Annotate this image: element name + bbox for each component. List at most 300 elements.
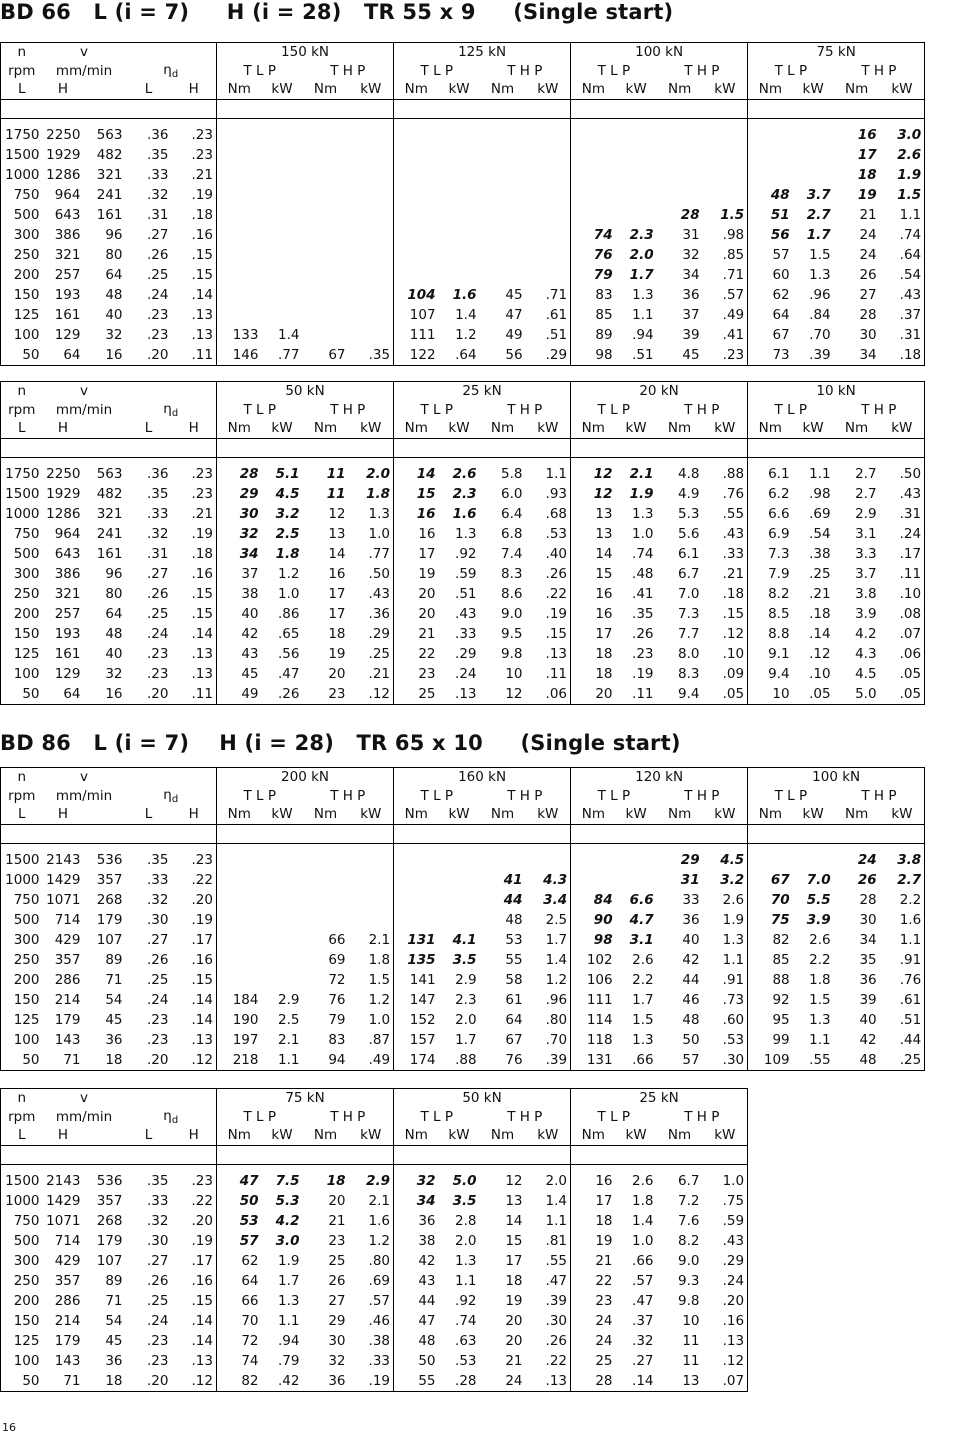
cell-eta-l: .32	[147, 891, 169, 908]
cell-value: .33	[368, 1352, 391, 1369]
cell-value: .25	[880, 1050, 925, 1071]
cell-value: .21	[809, 585, 831, 602]
cell-value: 25	[394, 684, 439, 705]
cell-value	[526, 225, 571, 245]
header-v: v	[43, 768, 126, 787]
cell-eta-h: .15	[191, 246, 213, 263]
header-unit: Nm	[480, 419, 526, 438]
cell-value: 109	[748, 1050, 793, 1071]
header-mm-min: mm/min	[55, 401, 113, 418]
cell-rpm: 150	[1, 1311, 43, 1331]
cell-value: .63	[455, 1332, 477, 1349]
cell-value: 13	[328, 525, 346, 542]
cell-value	[262, 910, 303, 930]
cell-value: .80	[368, 1252, 391, 1269]
cell-value: 10	[682, 1312, 700, 1329]
performance-table	[0, 42, 925, 366]
cell-value: 47	[505, 306, 523, 323]
cell-value	[616, 205, 657, 225]
cell-eta-l: .31	[147, 545, 169, 562]
cell-value: 107	[394, 305, 439, 325]
cell-value: .36	[368, 605, 391, 622]
cell-speed-l: 1286	[46, 505, 81, 522]
cell-value	[480, 850, 526, 870]
cell-value: 51	[748, 205, 793, 225]
cell-value: 57	[748, 245, 793, 265]
cell-value: 4.7	[629, 911, 654, 928]
cell-speed-l: 1071	[46, 891, 81, 908]
cell-speed-l: 214	[54, 1312, 81, 1329]
table-row	[1, 225, 925, 245]
cell-value: 46	[682, 991, 700, 1008]
cell-value: 30	[859, 911, 877, 928]
cell-value: 17	[394, 544, 439, 564]
cell-eta-h: .18	[191, 206, 213, 223]
header-efficiency	[126, 62, 217, 81]
cell-value: 147	[394, 990, 439, 1010]
cell-value: .81	[545, 1232, 568, 1249]
cell-value: 48	[748, 185, 793, 205]
table-row	[1, 1231, 748, 1251]
header-unit: Nm	[217, 1126, 262, 1145]
cell-eta-l: .27	[147, 1252, 169, 1269]
cell-value	[526, 245, 571, 265]
cell-speed-h: 563	[96, 126, 123, 143]
cell-value: 32	[328, 1352, 346, 1369]
header-unit: Nm	[657, 805, 703, 824]
cell-eta-l: .26	[147, 1272, 169, 1289]
cell-value: .51	[455, 585, 477, 602]
cell-value	[439, 245, 480, 265]
cell-eta-h: .17	[191, 931, 213, 948]
cell-value: 6.0	[501, 485, 523, 502]
cell-value	[262, 850, 303, 870]
load-header: 200 kN	[217, 768, 394, 787]
cell-value: .96	[809, 286, 831, 303]
header-n: n	[1, 768, 43, 787]
cell-value: 5.3	[678, 505, 700, 522]
header-unit: Nm	[394, 80, 439, 99]
header-unit: Nm	[748, 805, 793, 824]
cell-value	[349, 890, 394, 910]
cell-value: 1.1	[809, 1031, 831, 1048]
cell-value: .21	[722, 565, 745, 582]
cell-rpm: 500	[1, 1231, 43, 1251]
cell-value	[526, 265, 571, 285]
cell-value	[217, 870, 262, 890]
cell-value: 45	[505, 286, 523, 303]
header-unit: Nm	[834, 419, 880, 438]
cell-value: 18	[505, 1272, 523, 1289]
cell-value: 16	[328, 565, 346, 582]
cell-value	[217, 910, 262, 930]
cell-value: 1.6	[452, 505, 477, 522]
cell-value: 122	[394, 345, 439, 366]
cell-rpm: 50	[1, 684, 43, 705]
cell-value: 82	[217, 1371, 262, 1392]
cell-value: .26	[262, 684, 303, 705]
table-row	[1, 345, 925, 366]
cell-speed-h: 36	[105, 1352, 123, 1369]
cell-value	[793, 165, 834, 185]
header-unit: kW	[262, 80, 303, 99]
cell-eta-h: .19	[191, 911, 213, 928]
cell-value: .75	[703, 1191, 748, 1211]
header-tlp: T L P	[571, 62, 657, 81]
cell-value: .47	[545, 1272, 568, 1289]
cell-value: 218	[217, 1050, 262, 1071]
cell-value: 47	[217, 1171, 262, 1191]
cell-value: 2.2	[809, 951, 831, 968]
load-header: 160 kN	[394, 768, 571, 787]
cell-speed-h: 36	[105, 1031, 123, 1048]
cell-speed-l: 2250	[46, 126, 81, 143]
cell-value: 1.0	[368, 525, 391, 542]
header-unit: kW	[349, 80, 394, 99]
cell-eta-l: .32	[147, 1212, 169, 1229]
cell-speed-l: 429	[54, 931, 81, 948]
table-row	[1, 484, 925, 504]
cell-value: 9.5	[501, 625, 523, 642]
cell-eta-h: .21	[191, 505, 213, 522]
cell-value	[262, 225, 303, 245]
cell-value	[439, 125, 480, 145]
cell-value: .32	[632, 1332, 654, 1349]
cell-value: 2.7	[806, 206, 831, 223]
cell-value: 1.8	[632, 1192, 654, 1209]
table-row	[1, 890, 925, 910]
cell-value: .35	[349, 345, 394, 366]
cell-value	[571, 205, 616, 225]
cell-value: .38	[368, 1332, 391, 1349]
cell-value: 27	[328, 1292, 346, 1309]
cell-value	[217, 950, 262, 970]
cell-value: .53	[545, 525, 568, 542]
cell-value: 6.6	[629, 891, 654, 908]
cell-speed-l: 1286	[46, 166, 81, 183]
cell-value: 2.6	[809, 931, 831, 948]
cell-value: 16	[394, 524, 439, 544]
cell-value: 1.9	[722, 911, 745, 928]
cell-value	[616, 850, 657, 870]
cell-eta-l: .30	[147, 1232, 169, 1249]
cell-speed-l: 129	[54, 326, 81, 343]
header-unit: kW	[880, 80, 925, 99]
cell-speed-l: 286	[54, 1292, 81, 1309]
cell-eta-h: .14	[191, 1312, 213, 1329]
cell-value: .86	[278, 605, 300, 622]
cell-value: 32	[682, 246, 700, 263]
cell-value	[526, 125, 571, 145]
cell-value: 31	[680, 871, 700, 888]
cell-value: 89	[571, 325, 616, 345]
cell-value: 18	[571, 1211, 616, 1231]
cell-rpm: 500	[1, 544, 43, 564]
cell-eta-h: .23	[191, 465, 213, 482]
cell-value: 8.0	[678, 645, 700, 662]
cell-value: 83	[328, 1031, 346, 1048]
header-unit: kW	[616, 80, 657, 99]
cell-value	[217, 165, 262, 185]
cell-value: .93	[545, 485, 568, 502]
cell-value: 10	[748, 684, 793, 705]
cell-value: 18	[326, 1172, 346, 1189]
cell-value: 9.0	[678, 1252, 700, 1269]
table-row	[1, 1191, 748, 1211]
cell-speed-l: 357	[54, 1272, 81, 1289]
cell-eta-l: .32	[147, 525, 169, 542]
cell-value: 2.8	[455, 1212, 477, 1229]
cell-value: .24	[703, 1271, 748, 1291]
header-unit: kW	[793, 805, 834, 824]
header-thp: T H P	[507, 1108, 543, 1125]
cell-value: 131	[571, 1050, 616, 1071]
cell-value: .77	[262, 345, 303, 366]
cell-value: .12	[703, 1351, 748, 1371]
cell-eta-l: .35	[147, 485, 169, 502]
cell-value	[480, 245, 526, 265]
cell-value: 2.3	[452, 485, 477, 502]
cell-value: 131	[394, 930, 439, 950]
cell-value	[480, 225, 526, 245]
cell-value: 17	[571, 1191, 616, 1211]
cell-value: 16	[857, 126, 877, 143]
cell-value: 1.3	[632, 286, 654, 303]
header-tlp: T L P	[571, 401, 657, 420]
cell-value: 1.4	[632, 1212, 654, 1229]
cell-speed-h: 482	[96, 485, 123, 502]
cell-value: 1.1	[545, 1212, 568, 1229]
cell-value	[349, 305, 394, 325]
cell-value: 23	[303, 684, 349, 705]
cell-rpm: 100	[1, 664, 43, 684]
cell-value: 30	[859, 326, 877, 343]
cell-value	[303, 165, 349, 185]
cell-value: 44	[682, 971, 700, 988]
header-tlp: T L P	[748, 787, 834, 806]
cell-value: 19	[394, 564, 439, 584]
header-unit: kW	[439, 805, 480, 824]
cell-value	[262, 285, 303, 305]
cell-speed-h: 80	[105, 246, 123, 263]
cell-value: 2.6	[452, 465, 477, 482]
table-row	[1, 524, 925, 544]
cell-value: 25	[571, 1351, 616, 1371]
cell-value: 2.0	[545, 1172, 568, 1189]
cell-value	[262, 245, 303, 265]
cell-value: 8.2	[748, 584, 793, 604]
cell-value: 1.2	[455, 326, 477, 343]
cell-eta-h: .13	[191, 1352, 213, 1369]
cell-speed-l: 1071	[46, 1212, 81, 1229]
cell-value: 37	[682, 306, 700, 323]
cell-value: .07	[880, 624, 925, 644]
cell-value: 36	[859, 971, 877, 988]
cell-value: 21	[328, 1212, 346, 1229]
cell-value: .57	[722, 286, 745, 303]
table-row	[1, 870, 925, 890]
cell-value: .55	[722, 505, 745, 522]
cell-value	[349, 265, 394, 285]
cell-speed-h: 357	[96, 871, 123, 888]
cell-value: 19	[505, 1292, 523, 1309]
cell-value: 2.5	[545, 911, 568, 928]
cell-rpm: 125	[1, 644, 43, 664]
cell-value: .43	[455, 605, 477, 622]
cell-value: 2.6	[880, 145, 925, 165]
cell-speed-l: 64	[43, 684, 84, 705]
cell-value: 72	[217, 1331, 262, 1351]
cell-value: 24	[480, 1371, 526, 1392]
cell-value	[616, 185, 657, 205]
table-row	[1, 245, 925, 265]
cell-value: .68	[545, 505, 568, 522]
cell-speed-h: 241	[96, 525, 123, 542]
cell-value	[394, 245, 439, 265]
cell-value: 53	[505, 931, 523, 948]
cell-value: 1.0	[632, 1232, 654, 1249]
cell-value: 50	[682, 1031, 700, 1048]
header-unit: L	[126, 419, 172, 438]
cell-speed-l: 2250	[46, 465, 81, 482]
cell-rpm: 1500	[1, 145, 43, 165]
cell-eta-h: .23	[191, 485, 213, 502]
cell-value: 56	[480, 345, 526, 366]
cell-value: 2.9	[455, 971, 477, 988]
cell-value	[748, 850, 793, 870]
cell-value: .43	[722, 525, 745, 542]
header-unit: Nm	[480, 1126, 526, 1145]
cell-value: .27	[632, 1352, 654, 1369]
section-title-bd66: BD 66 L (i = 7) H (i = 28) TR 55 x 9 (Single start)	[0, 0, 674, 24]
cell-value: 29	[328, 1312, 346, 1329]
cell-value: 13	[571, 524, 616, 544]
cell-value: .91	[880, 950, 925, 970]
cell-value: 7.3	[678, 605, 700, 622]
cell-value: 6.1	[678, 545, 700, 562]
cell-eta-l: .27	[147, 226, 169, 243]
cell-value	[262, 970, 303, 990]
cell-eta-l: .25	[147, 1292, 169, 1309]
cell-value	[303, 245, 349, 265]
cell-rpm: 1500	[1, 484, 43, 504]
cell-value: 1.2	[545, 971, 568, 988]
cell-speed-l: 193	[54, 286, 81, 303]
cell-speed-l: 193	[54, 625, 81, 642]
header-efficiency	[126, 787, 217, 806]
cell-value: 4.3	[543, 871, 568, 888]
cell-value	[571, 125, 616, 145]
cell-eta-l: .24	[147, 1312, 169, 1329]
cell-value: 15	[505, 1232, 523, 1249]
cell-value	[349, 870, 394, 890]
cell-value	[303, 265, 349, 285]
header-tlp: T L P	[748, 401, 834, 420]
header-unit: kW	[439, 1126, 480, 1145]
cell-value: 1.0	[703, 1171, 748, 1191]
table-row	[1, 265, 925, 285]
cell-speed-h: 179	[96, 1232, 123, 1249]
cell-eta-l: .23	[147, 665, 169, 682]
header-unit: Nm	[303, 80, 349, 99]
cell-eta-h: .18	[191, 545, 213, 562]
cell-value	[349, 245, 394, 265]
cell-value: 15	[394, 484, 439, 504]
cell-value: 7.5	[275, 1172, 300, 1189]
cell-value: 48	[394, 1331, 439, 1351]
cell-eta-l: .33	[147, 505, 169, 522]
cell-value: .70	[809, 326, 831, 343]
cell-value: 1.9	[278, 1252, 300, 1269]
cell-value: 3.0	[275, 1232, 300, 1249]
cell-value: 14	[505, 1212, 523, 1229]
cell-value: 31	[682, 226, 700, 243]
cell-value: 28	[859, 306, 877, 323]
page-number: 16	[2, 1421, 16, 1434]
header-unit: Nm	[480, 805, 526, 824]
cell-value: 6.6	[748, 504, 793, 524]
cell-eta-l: .36	[147, 126, 169, 143]
cell-rpm: 1000	[1, 504, 43, 524]
cell-value: .61	[545, 306, 568, 323]
header-unit: kW	[793, 419, 834, 438]
header-unit: Nm	[394, 1126, 439, 1145]
cell-rpm: 200	[1, 265, 43, 285]
header-v: v	[43, 1089, 126, 1108]
cell-value	[349, 285, 394, 305]
cell-speed-h: 179	[96, 911, 123, 928]
cell-eta-h: .17	[191, 1252, 213, 1269]
cell-value: .69	[809, 505, 831, 522]
cell-value: .87	[368, 1031, 391, 1048]
cell-speed-h: 16	[84, 684, 126, 705]
cell-value: 28	[859, 891, 877, 908]
cell-value: 19	[857, 186, 877, 203]
header-tlp: T L P	[394, 401, 480, 420]
cell-value: 41	[503, 871, 523, 888]
cell-value	[571, 145, 616, 165]
cell-value	[480, 125, 526, 145]
cell-speed-l: 214	[54, 991, 81, 1008]
cell-eta-h: .15	[191, 585, 213, 602]
cell-value	[439, 165, 480, 185]
cell-rpm: 150	[1, 285, 43, 305]
cell-eta-l: .20	[126, 1050, 172, 1071]
cell-value	[394, 145, 439, 165]
cell-value: 1.4	[278, 326, 300, 343]
cell-eta-h: .12	[172, 1371, 217, 1392]
cell-value	[703, 165, 748, 185]
table-row	[1, 305, 925, 325]
cell-rpm: 1500	[1, 1171, 43, 1191]
cell-value: .66	[616, 1050, 657, 1071]
cell-speed-h: 321	[96, 166, 123, 183]
cell-value: .85	[722, 246, 745, 263]
cell-value	[303, 125, 349, 145]
cell-speed-h: 96	[105, 565, 123, 582]
header-row	[1, 401, 925, 420]
cell-value: 1.1	[809, 465, 831, 482]
cell-rpm: 500	[1, 910, 43, 930]
cell-value: .25	[368, 645, 391, 662]
cell-eta-l: .24	[147, 625, 169, 642]
cell-value: .39	[526, 1050, 571, 1071]
header-unit: kW	[616, 419, 657, 438]
cell-value: .80	[545, 1011, 568, 1028]
cell-rpm: 100	[1, 325, 43, 345]
cell-rpm: 200	[1, 970, 43, 990]
cell-value: 6.1	[748, 464, 793, 484]
